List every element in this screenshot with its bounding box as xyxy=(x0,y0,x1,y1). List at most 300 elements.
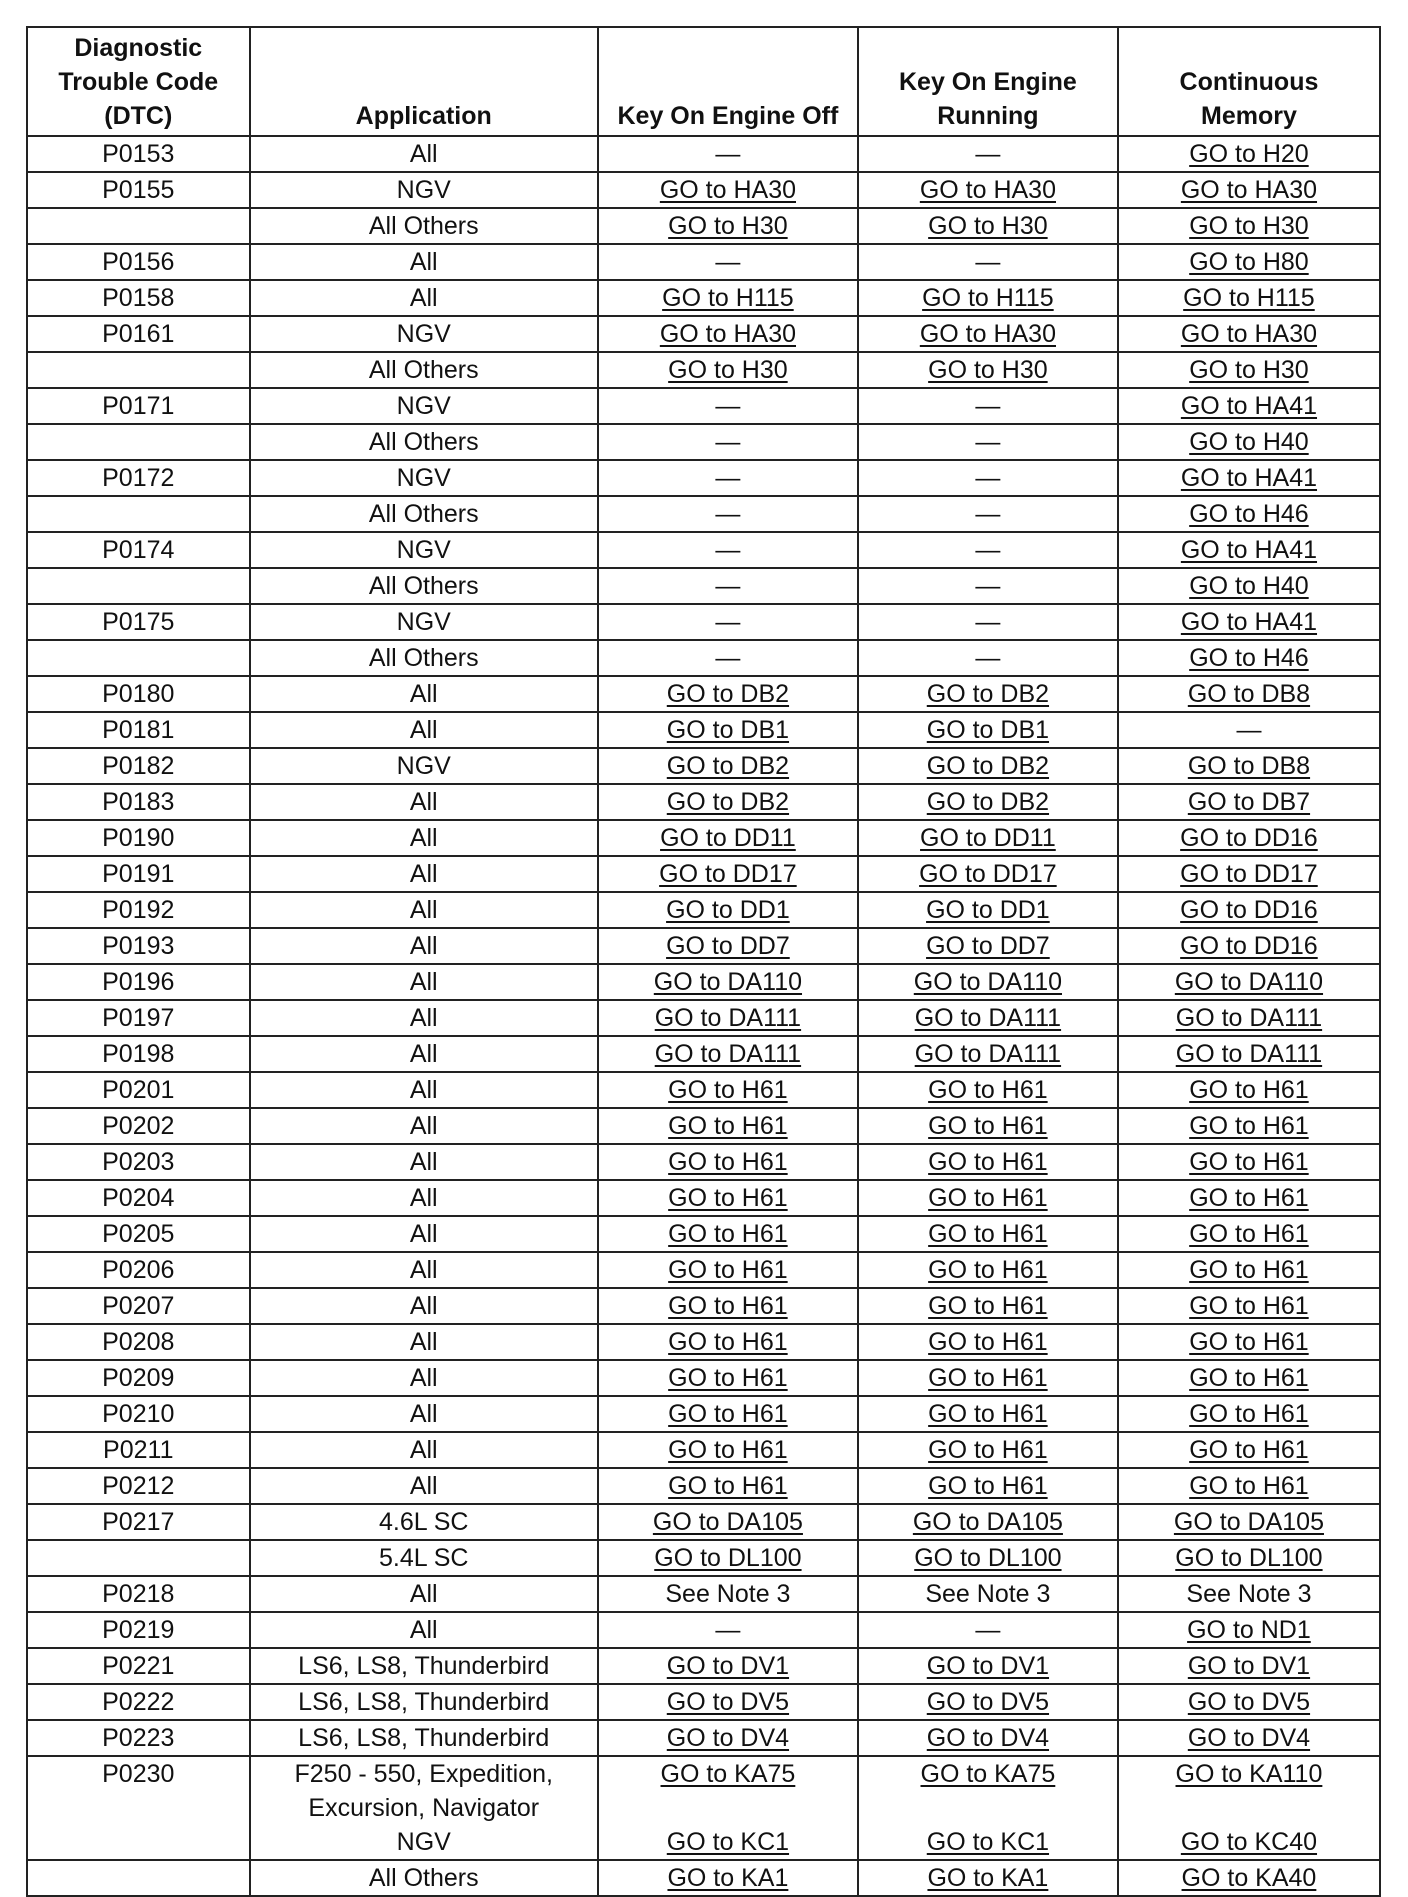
koer-cell xyxy=(858,892,1118,928)
cell-text: All xyxy=(409,1004,438,1032)
koer-cell xyxy=(858,172,1118,208)
memory-cell xyxy=(1118,532,1380,568)
procedure-link[interactable]: GO to DB1 xyxy=(666,716,790,744)
procedure-link[interactable]: GO to H61 xyxy=(668,1184,788,1212)
cell-text: — xyxy=(975,536,1001,564)
table-row xyxy=(27,1684,1380,1720)
application-cell xyxy=(250,1576,598,1612)
cell-text: — xyxy=(715,500,741,528)
procedure-link[interactable]: GO to H61 xyxy=(668,1472,788,1500)
koeo-cell xyxy=(598,1000,858,1036)
procedure-link[interactable]: GO to DB8 xyxy=(1187,752,1311,780)
cell-text: P0161 xyxy=(102,320,175,348)
cell-text: P0172 xyxy=(102,464,175,492)
table-row xyxy=(27,172,1380,208)
koer-cell xyxy=(858,532,1118,568)
koer-cell xyxy=(858,280,1118,316)
memory-cell xyxy=(1118,172,1380,208)
procedure-link[interactable]: GO to H46 xyxy=(1189,644,1309,672)
cell-text: NGV xyxy=(396,392,451,420)
cell-text: P0212 xyxy=(102,1472,175,1500)
procedure-link[interactable]: GO to DV4 xyxy=(1187,1724,1311,1752)
procedure-link[interactable]: GO to H61 xyxy=(668,1364,788,1392)
memory-cell xyxy=(1118,1216,1380,1252)
table-row xyxy=(27,1288,1380,1324)
procedure-link[interactable]: GO to DV1 xyxy=(1187,1652,1311,1680)
koeo-cell xyxy=(598,892,858,928)
procedure-link[interactable]: GO to HA30 xyxy=(659,320,796,348)
procedure-link[interactable]: GO to H61 xyxy=(668,1220,788,1248)
procedure-link[interactable]: GO to DA111 xyxy=(914,1040,1062,1068)
koeo-cell xyxy=(598,280,858,316)
dtc-cell xyxy=(27,1216,250,1252)
dtc-cell xyxy=(27,568,250,604)
cell-text: All xyxy=(409,140,438,168)
procedure-link[interactable]: GO to HA30 xyxy=(919,320,1056,348)
memory-cell xyxy=(1118,1036,1380,1072)
table-row xyxy=(27,676,1380,712)
application-cell xyxy=(250,1072,598,1108)
memory-cell xyxy=(1118,676,1380,712)
procedure-link[interactable]: GO to HA30 xyxy=(919,176,1056,204)
dtc-cell xyxy=(27,208,250,244)
procedure-link[interactable]: GO to H61 xyxy=(928,1148,1048,1176)
memory-cell xyxy=(1118,1072,1380,1108)
procedure-link[interactable]: GO to DD11 xyxy=(920,824,1056,852)
koer-cell xyxy=(858,1576,1118,1612)
cell-text: P0222 xyxy=(102,1688,175,1716)
procedure-link[interactable]: GO to DV1 xyxy=(666,1652,790,1680)
table-row xyxy=(27,1072,1380,1108)
cell-text: P0221 xyxy=(102,1652,175,1680)
koer-cell xyxy=(858,640,1118,676)
memory-cell xyxy=(1118,640,1380,676)
application-cell xyxy=(250,676,598,712)
cell-text: All xyxy=(409,284,438,312)
procedure-link[interactable]: GO to H61 xyxy=(928,1256,1048,1284)
procedure-link[interactable]: GO to H61 xyxy=(928,1436,1048,1464)
table-row xyxy=(27,1576,1380,1612)
application-cell xyxy=(250,712,598,748)
procedure-link[interactable]: GO to DB2 xyxy=(666,788,790,816)
memory-cell xyxy=(1118,1360,1380,1396)
procedure-link[interactable]: GO to H61 xyxy=(668,1400,788,1428)
cell-text: All xyxy=(409,1472,438,1500)
procedure-link[interactable]: GO to H61 xyxy=(668,1328,788,1356)
procedure-link[interactable]: GO to DL100 xyxy=(914,1544,1062,1572)
dtc-cell xyxy=(27,532,250,568)
cell-text: All xyxy=(409,1184,438,1212)
procedure-link[interactable]: GO to HA41 xyxy=(1180,536,1318,564)
application-cell xyxy=(250,1252,598,1288)
koer-cell xyxy=(858,964,1118,1000)
procedure-link[interactable]: GO to H61 xyxy=(1189,1184,1309,1212)
procedure-link[interactable]: GO to DA110 xyxy=(653,968,803,996)
memory-cell xyxy=(1118,208,1380,244)
procedure-link[interactable]: GO to DD17 xyxy=(1180,860,1318,888)
koeo-cell xyxy=(598,496,858,532)
dtc-cell xyxy=(27,1576,250,1612)
procedure-link[interactable]: GO to DA111 xyxy=(654,1040,802,1068)
cell-text: — xyxy=(975,644,1001,672)
cell-text: All xyxy=(409,1400,438,1428)
procedure-link[interactable]: GO to DD11 xyxy=(660,824,796,852)
procedure-link[interactable]: GO to H61 xyxy=(928,1220,1048,1248)
table-row xyxy=(27,820,1380,856)
application-cell xyxy=(250,1612,598,1648)
memory-cell xyxy=(1118,1288,1380,1324)
procedure-link[interactable]: GO to DV4 xyxy=(666,1724,790,1752)
dtc-cell xyxy=(27,928,250,964)
application-cell xyxy=(250,604,598,640)
header-key-on-engine-running: Key On Engine Running xyxy=(858,27,1118,136)
memory-cell xyxy=(1118,244,1380,280)
koeo-cell xyxy=(598,136,858,172)
procedure-link[interactable]: GO to HA30 xyxy=(1180,320,1318,348)
procedure-link[interactable]: GO to H61 xyxy=(668,1292,788,1320)
dtc-cell xyxy=(27,244,250,280)
application-cell xyxy=(250,1756,598,1860)
procedure-link[interactable]: GO to DV5 xyxy=(666,1688,790,1716)
procedure-link[interactable]: GO to H115 xyxy=(922,284,1054,312)
koer-cell xyxy=(858,1072,1118,1108)
procedure-link[interactable]: GO to DD7 xyxy=(666,932,790,960)
procedure-link[interactable]: GO to DA110 xyxy=(1174,968,1324,996)
dtc-cell xyxy=(27,1108,250,1144)
procedure-link[interactable]: GO to H61 xyxy=(928,1328,1048,1356)
procedure-link[interactable]: GO to H61 xyxy=(1189,1076,1309,1104)
koer-cell xyxy=(858,1648,1118,1684)
memory-cell xyxy=(1118,1576,1380,1612)
procedure-link[interactable]: GO to H61 xyxy=(1189,1328,1309,1356)
cell-text: All xyxy=(409,1292,438,1320)
procedure-link[interactable]: GO to H30 xyxy=(1189,212,1309,240)
memory-cell xyxy=(1118,496,1380,532)
cell-text: NGV xyxy=(396,176,451,204)
cell-text: All xyxy=(409,1256,438,1284)
koeo-cell xyxy=(598,316,858,352)
cell-text: — xyxy=(975,428,1001,456)
procedure-link[interactable]: GO to KA75 GO to KC1 xyxy=(920,1760,1056,1856)
cell-text: P0180 xyxy=(102,680,175,708)
cell-text: All xyxy=(409,1616,438,1644)
application-cell xyxy=(250,1540,598,1576)
cell-text: LS6, LS8, Thunderbird xyxy=(298,1688,550,1716)
cell-text: P0174 xyxy=(102,536,175,564)
procedure-link[interactable]: GO to DD16 xyxy=(1180,932,1318,960)
table-row xyxy=(27,1324,1380,1360)
procedure-link[interactable]: GO to H40 xyxy=(1189,572,1309,600)
procedure-link[interactable]: GO to DD1 xyxy=(666,896,790,924)
dtc-cell xyxy=(27,460,250,496)
cell-text: All xyxy=(409,1040,438,1068)
dtc-cell xyxy=(27,1396,250,1432)
koeo-cell xyxy=(598,1612,858,1648)
cell-text: P0156 xyxy=(102,248,175,276)
procedure-link[interactable]: GO to DD17 xyxy=(659,860,797,888)
procedure-link[interactable]: GO to KA40 xyxy=(1181,1864,1317,1892)
procedure-link[interactable]: GO to H61 xyxy=(668,1256,788,1284)
memory-cell xyxy=(1118,280,1380,316)
memory-cell xyxy=(1118,928,1380,964)
procedure-link[interactable]: GO to DA111 xyxy=(914,1004,1062,1032)
procedure-link[interactable]: GO to HA41 xyxy=(1180,608,1318,636)
dtc-cell xyxy=(27,1036,250,1072)
procedure-link[interactable]: GO to H30 xyxy=(928,212,1048,240)
koeo-cell xyxy=(598,1860,858,1896)
procedure-link[interactable]: GO to H61 xyxy=(668,1148,788,1176)
cell-text: — xyxy=(715,464,741,492)
procedure-link[interactable]: GO to H80 xyxy=(1189,248,1309,276)
procedure-link[interactable]: GO to KA110 GO to KC40 xyxy=(1175,1760,1323,1856)
procedure-link[interactable]: GO to DA105 xyxy=(912,1508,1063,1536)
cell-text: NGV xyxy=(396,608,451,636)
procedure-link[interactable]: GO to KA75 GO to KC1 xyxy=(660,1760,796,1856)
koer-cell xyxy=(858,1684,1118,1720)
procedure-link[interactable]: GO to DD7 xyxy=(926,932,1050,960)
cell-text: — xyxy=(975,140,1001,168)
application-cell xyxy=(250,1036,598,1072)
cell-text: — xyxy=(715,392,741,420)
cell-text: P0201 xyxy=(102,1076,175,1104)
dtc-cell xyxy=(27,1288,250,1324)
procedure-link[interactable]: GO to DD16 xyxy=(1180,896,1318,924)
table-row xyxy=(27,208,1380,244)
cell-text: See Note 3 xyxy=(925,1580,1051,1608)
koer-cell xyxy=(858,820,1118,856)
procedure-link[interactable]: GO to H61 xyxy=(928,1472,1048,1500)
cell-text: P0198 xyxy=(102,1040,175,1068)
koeo-cell xyxy=(598,1180,858,1216)
procedure-link[interactable]: GO to DV4 xyxy=(926,1724,1050,1752)
procedure-link[interactable]: GO to DB2 xyxy=(666,752,790,780)
memory-cell xyxy=(1118,136,1380,172)
cell-text: P0181 xyxy=(102,716,175,744)
procedure-link[interactable]: GO to DB8 xyxy=(1187,680,1311,708)
procedure-link[interactable]: GO to H61 xyxy=(928,1184,1048,1212)
dtc-cell xyxy=(27,1860,250,1896)
koeo-cell xyxy=(598,244,858,280)
table-row xyxy=(27,1396,1380,1432)
procedure-link[interactable]: GO to H46 xyxy=(1189,500,1309,528)
procedure-link[interactable]: GO to H61 xyxy=(668,1076,788,1104)
procedure-link[interactable]: GO to DV5 xyxy=(926,1688,1050,1716)
cell-text: See Note 3 xyxy=(1186,1580,1312,1608)
table-row xyxy=(27,568,1380,604)
procedure-link[interactable]: GO to H61 xyxy=(928,1112,1048,1140)
application-cell xyxy=(250,1396,598,1432)
koer-cell xyxy=(858,1216,1118,1252)
cell-text: P0217 xyxy=(102,1508,175,1536)
procedure-link[interactable]: GO to DA105 xyxy=(1173,1508,1324,1536)
dtc-cell xyxy=(27,1432,250,1468)
cell-text: All xyxy=(409,896,438,924)
procedure-link[interactable]: GO to DA105 xyxy=(652,1508,803,1536)
table-row xyxy=(27,1144,1380,1180)
procedure-link[interactable]: GO to DA111 xyxy=(654,1004,802,1032)
koeo-cell xyxy=(598,1648,858,1684)
memory-cell xyxy=(1118,568,1380,604)
application-cell xyxy=(250,1288,598,1324)
procedure-link[interactable]: GO to HA41 xyxy=(1180,392,1318,420)
cell-text: P0210 xyxy=(102,1400,175,1428)
table-row xyxy=(27,1108,1380,1144)
procedure-link[interactable]: GO to H30 xyxy=(668,212,788,240)
procedure-link[interactable]: GO to H61 xyxy=(928,1076,1048,1104)
procedure-link[interactable]: GO to KA1 xyxy=(667,1864,789,1892)
procedure-link[interactable]: GO to H30 xyxy=(1189,356,1309,384)
memory-cell xyxy=(1118,856,1380,892)
cell-text: P0209 xyxy=(102,1364,175,1392)
koeo-cell xyxy=(598,172,858,208)
procedure-link[interactable]: GO to H61 xyxy=(1189,1364,1309,1392)
cell-text: 5.4L SC xyxy=(379,1544,469,1572)
procedure-link[interactable]: GO to H61 xyxy=(1189,1220,1309,1248)
table-row xyxy=(27,1432,1380,1468)
procedure-link[interactable]: GO to DB2 xyxy=(666,680,790,708)
cell-text: F250 - 550, Expedition, Excursion, Navigator NGV xyxy=(294,1760,553,1856)
procedure-link[interactable]: GO to DL100 xyxy=(1175,1544,1323,1572)
dtc-cell xyxy=(27,1648,250,1684)
procedure-link[interactable]: GO to DD16 xyxy=(1180,824,1318,852)
koeo-cell xyxy=(598,1684,858,1720)
procedure-link[interactable]: GO to H61 xyxy=(1189,1256,1309,1284)
table-row xyxy=(27,424,1380,460)
procedure-link[interactable]: GO to HA30 xyxy=(1180,176,1318,204)
procedure-link[interactable]: GO to H20 xyxy=(1189,140,1309,168)
koer-cell xyxy=(858,1144,1118,1180)
cell-text: All xyxy=(409,968,438,996)
procedure-link[interactable]: GO to H61 xyxy=(1189,1148,1309,1176)
dtc-cell xyxy=(27,604,250,640)
procedure-link[interactable]: GO to H30 xyxy=(928,356,1048,384)
table-row xyxy=(27,316,1380,352)
table-row xyxy=(27,892,1380,928)
cell-text: P0175 xyxy=(102,608,175,636)
koer-cell xyxy=(858,208,1118,244)
procedure-link[interactable]: GO to ND1 xyxy=(1187,1616,1311,1644)
memory-cell xyxy=(1118,604,1380,640)
koer-cell xyxy=(858,244,1118,280)
procedure-link[interactable]: GO to KA1 xyxy=(927,1864,1049,1892)
cell-text: 4.6L SC xyxy=(379,1508,469,1536)
dtc-cell xyxy=(27,172,250,208)
procedure-link[interactable]: GO to DB2 xyxy=(926,752,1050,780)
procedure-link[interactable]: GO to DA110 xyxy=(913,968,1062,996)
cell-text: — xyxy=(715,1616,741,1644)
procedure-link[interactable]: GO to H61 xyxy=(1189,1436,1309,1464)
application-cell xyxy=(250,820,598,856)
cell-text: — xyxy=(975,608,1001,636)
dtc-table xyxy=(26,26,1381,1897)
procedure-link[interactable]: GO to DV1 xyxy=(926,1652,1050,1680)
table-row xyxy=(27,1612,1380,1648)
procedure-link[interactable]: GO to H61 xyxy=(1189,1472,1309,1500)
dtc-cell xyxy=(27,1324,250,1360)
procedure-link[interactable]: GO to DA111 xyxy=(1175,1040,1323,1068)
procedure-link[interactable]: GO to DA111 xyxy=(1175,1004,1323,1032)
dtc-cell xyxy=(27,136,250,172)
table-row xyxy=(27,496,1380,532)
procedure-link[interactable]: GO to H61 xyxy=(668,1436,788,1464)
application-cell xyxy=(250,1504,598,1540)
koer-cell xyxy=(858,1756,1118,1860)
procedure-link[interactable]: GO to H115 xyxy=(662,284,794,312)
koer-cell xyxy=(858,1540,1118,1576)
procedure-link[interactable]: GO to DB2 xyxy=(926,788,1050,816)
cell-text: — xyxy=(975,464,1001,492)
application-cell xyxy=(250,1648,598,1684)
procedure-link[interactable]: GO to H61 xyxy=(928,1400,1048,1428)
table-row xyxy=(27,1036,1380,1072)
procedure-link[interactable]: GO to H115 xyxy=(1183,284,1315,312)
cell-text: All xyxy=(409,1580,438,1608)
procedure-link[interactable]: GO to H61 xyxy=(928,1292,1048,1320)
cell-text: P0192 xyxy=(102,896,175,924)
koeo-cell xyxy=(598,1504,858,1540)
cell-text: P0191 xyxy=(102,860,175,888)
application-cell xyxy=(250,1108,598,1144)
procedure-link[interactable]: GO to DB7 xyxy=(1187,788,1311,816)
procedure-link[interactable]: GO to HA30 xyxy=(659,176,796,204)
table-row xyxy=(27,784,1380,820)
memory-cell xyxy=(1118,1396,1380,1432)
application-cell xyxy=(250,496,598,532)
application-cell xyxy=(250,352,598,388)
procedure-link[interactable]: GO to DB1 xyxy=(926,716,1050,744)
procedure-link[interactable]: GO to HA41 xyxy=(1180,464,1318,492)
koer-cell xyxy=(858,1396,1118,1432)
cell-text: P0153 xyxy=(102,140,175,168)
table-row xyxy=(27,604,1380,640)
cell-text: All Others xyxy=(368,1864,479,1892)
koer-cell xyxy=(858,1000,1118,1036)
application-cell xyxy=(250,1180,598,1216)
koer-cell xyxy=(858,1324,1118,1360)
procedure-link[interactable]: GO to DD17 xyxy=(919,860,1057,888)
application-cell xyxy=(250,1216,598,1252)
table-row xyxy=(27,244,1380,280)
procedure-link[interactable]: GO to H61 xyxy=(928,1364,1048,1392)
procedure-link[interactable]: GO to H40 xyxy=(1189,428,1309,456)
cell-text: — xyxy=(975,248,1001,276)
procedure-link[interactable]: GO to DV5 xyxy=(1187,1688,1311,1716)
procedure-link[interactable]: GO to DB2 xyxy=(926,680,1050,708)
koeo-cell xyxy=(598,1360,858,1396)
dtc-cell xyxy=(27,1504,250,1540)
procedure-link[interactable]: GO to H61 xyxy=(1189,1400,1309,1428)
koeo-cell xyxy=(598,424,858,460)
memory-cell xyxy=(1118,748,1380,784)
procedure-link[interactable]: GO to H61 xyxy=(668,1112,788,1140)
cell-text: All xyxy=(409,1148,438,1176)
procedure-link[interactable]: GO to H61 xyxy=(1189,1292,1309,1320)
dtc-cell xyxy=(27,712,250,748)
procedure-link[interactable]: GO to DD1 xyxy=(926,896,1050,924)
procedure-link[interactable]: GO to H30 xyxy=(668,356,788,384)
cell-text: — xyxy=(715,428,741,456)
cell-text: P0206 xyxy=(102,1256,175,1284)
koer-cell xyxy=(858,1252,1118,1288)
table-row xyxy=(27,532,1380,568)
cell-text: P0208 xyxy=(102,1328,175,1356)
procedure-link[interactable]: GO to H61 xyxy=(1189,1112,1309,1140)
cell-text: — xyxy=(715,644,741,672)
table-row xyxy=(27,964,1380,1000)
koeo-cell xyxy=(598,1540,858,1576)
koer-cell xyxy=(858,496,1118,532)
procedure-link[interactable]: GO to DL100 xyxy=(654,1544,802,1572)
